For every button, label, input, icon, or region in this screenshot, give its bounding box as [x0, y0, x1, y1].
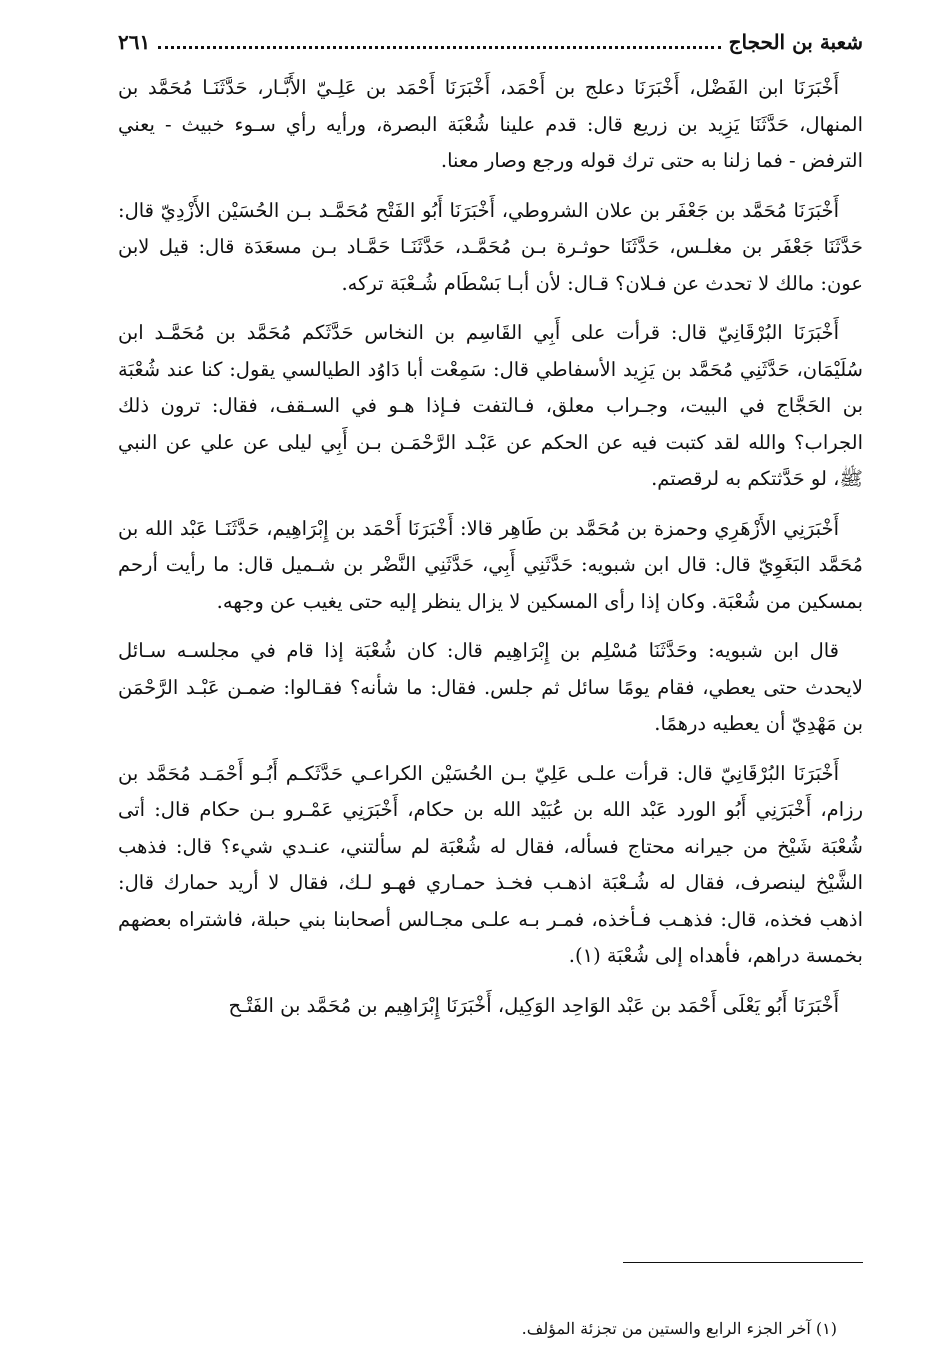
footnote-separator	[623, 1262, 863, 1263]
book-page	[118, 30, 863, 1338]
paragraph: أَخْبَرَنَا أَبُو يَعْلَى أَحْمَد بن عَبْد الوَاحِد الوَكِيل، أَخْبَرَنَا إِبْرَاهِيم بن مُحَمَّد بن الفَتْـح	[228, 993, 839, 1017]
paragraph: أَخْبَرَنَا ابن الفَضْل، أَخْبَرَنَا دعلج بن أَحْمَد، أَخْبَرَنَا أَحْمَد بن عَلِـيّ الأَبَّـار، حَدَّثَنَـا مُحَمَّد بن المنهال، حَدَّثَنَا يَزِيد بن زريع قال: قدم علينا شُعْبَة البصرة، ورأيه رأي سـوء خبيث - يعني الترفض - فما زلنا به حتى ترك قوله ورجع وصار معنا.	[118, 76, 863, 172]
paragraph: أَخْبَرَنِي الأَزْهَرِي وحمزة بن مُحَمَّد بن طَاهِر قالا: أَخْبَرَنَا أَحْمَد بن إِبْرَاهِيم، حَدَّثَنَـا عَبْد الله بن مُحَمَّد البَغَوِيّ قال: قال ابن شبويه: حَدَّثَنِي أَبِي، حَدَّثَنِي النَّضْر بن شـميل قال: ما رأيت أرحم بمسكين من شُعْبَة. وكان إذا رأى المسكين لا يزال ينظر إليه حتى يغيب عن وجهه.	[118, 516, 863, 613]
paragraph: قال ابن شبويه: وحَدَّثَنَا مُسْلِم بن إِبْرَاهِيم قال: كان شُعْبَة إذا قام في مجلسـه سـائل لايحدث حتى يعطي، فقام يومًا سائل ثم جلس. فقال: ما شأنه؟ فقـالوا: ضمـن عَبْـد الرَّحْمَن بن مَهْدِيّ أن يعطيه درهمًا.	[118, 639, 863, 735]
paragraph: أَخْبَرَنَا البُرْقَانِيّ قال: قرأت علـى عَلِيّ بـن الحُسَيْن الكراعـي حَدَّثَكـم أَبُـو أَحْمَـد مُحَمَّد بن رزام، أَخْبَرَنِي أَبُو الورد عَبْد الله بن عُبَيْد الله بن حكام، أَخْبَرَنِي عَمْـرو بـن حكام قال: أتى شُعْبَة شَيْخ من جيرانه محتاج فسأله، فقال له شُعْبَة لم سألتني، عنـدي شيء؟ قال: فذهب الشَّيْخ لينصرف، فقال له شُـعْبَة اذهـب فخـذ حمـاري فهـو لـك، فقال لا أريد حمارك قال: اذهب فخذه، قال: فذهـب فـأخذه، فمـر بـه علـى مجـالس أصحابنا بني حبلة، فاشتراه بعضهم بخمسة دراهم، فأهداه إلى شُعْبَة (١).	[118, 761, 863, 967]
paragraph: أَخْبَرَنَا البُرْقَانِيّ قال: قرأت على أَبِي القَاسِم بن النخاس حَدَّثَكم مُحَمَّد بن مُحَمَّـد ابن سُلَيْمَان، حَدَّثَنِي مُحَمَّد بن يَزِيد الأسفاطي قال: سَمِعْت أبا دَاوُد الطيالسي يقول: كنا عند شُعْبَة بن الحَجَّاج في البيت، وجـراب معلق، فـالتفت فـإذا هـو في السـقف، فقال: ترون ذلك الجراب؟ والله لقد كتبت فيه عن الحكم عن عَبْـد الرَّحْمَـن بـن أَبِي ليلى عن علي عن النبي ﷺ، لو حَدَّثتكم به لرقصتم.	[118, 321, 863, 490]
running-title: شعبة بن الحجاج	[728, 30, 863, 54]
footnote: (١) آخر الجزء الرابع والستين من تجزئة المؤلف.	[521, 1319, 837, 1338]
leader-dots	[158, 34, 720, 49]
body-text	[118, 70, 863, 1024]
paragraph: أَخْبَرَنَا مُحَمَّد بن جَعْفَر بن علان الشروطي، أَخْبَرَنَا أَبُو الفَتْح مُحَمَّـد بـن الحُسَيْن الأَزْدِيّ قال: حَدَّثَنَا جَعْفَر بن مغلـس، حَدَّثَنَا حوثـرة بـن مُحَمَّـد، حَدَّثَنَـا حَمَّـاد بـن مسعَدَة قال: قيل لابن عون: مالك لا تحدث عن فـلان؟ قـال: لأن أبـا بَسْطَام شُـعْبَة تركه.	[118, 198, 863, 295]
running-header	[118, 30, 863, 70]
page-number: ٢٦١	[118, 30, 151, 54]
